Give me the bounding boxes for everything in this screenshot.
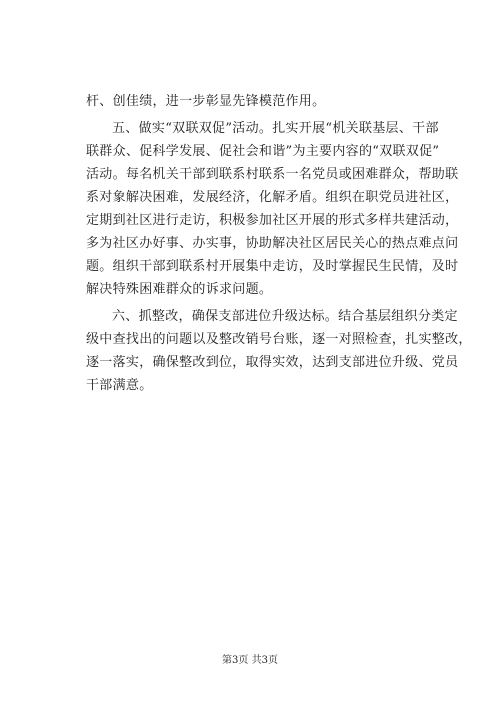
text-line: 解决特殊困难群众的诉求问题。 <box>86 282 273 297</box>
paragraph-six <box>86 305 472 397</box>
text-line: 定期到社区进行走访，积极参加社区开展的形式多样共建活动， <box>86 213 459 228</box>
text-line: 干部满意。 <box>86 378 153 393</box>
paragraph-five <box>86 117 459 301</box>
text-line: 题。组织干部到联系村开展集中走访，及时掌握民生民情，及时 <box>86 259 459 274</box>
text-line: 多为社区办好事、办实事，协助解决社区居民关心的热点难点问 <box>86 236 459 251</box>
text-line: 杆、创佳绩，进一步彰显先锋模范作用。 <box>86 94 326 109</box>
text-line: 系对象解决困难，发展经济，化解矛盾。组织在职党员进社区， <box>86 190 459 205</box>
document-body <box>86 90 472 397</box>
paragraph-tail <box>86 90 416 113</box>
text-line: 级中查找出的问题以及整改销号台账，逐一对照检查，扎实整改， <box>86 332 472 347</box>
text-line: 活动。每名机关干部到联系村联系一名党员或困难群众，帮助联 <box>86 167 459 182</box>
text-line: 联群众、促科学发展、促社会和谐”为主要内容的“双联双促” <box>86 144 440 159</box>
page-footer <box>0 654 500 668</box>
text-line: 逐一落实，确保整改到位，取得实效，达到支部进位升级、党员 <box>86 355 459 370</box>
text-line: 六、抓整改，确保支部进位升级达标。结合基层组织分类定 <box>112 309 458 324</box>
page-number-label: 第3页 共3页 <box>222 655 278 666</box>
text-line: 五、做实“双联双促”活动。扎实开展“机关联基层、干部 <box>112 121 439 136</box>
